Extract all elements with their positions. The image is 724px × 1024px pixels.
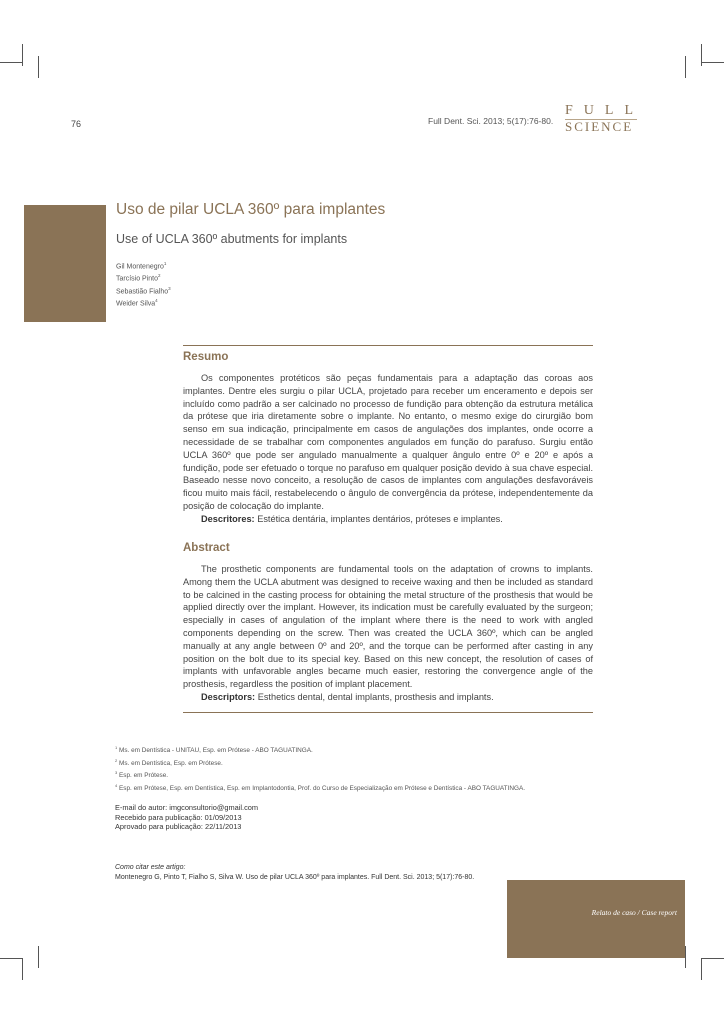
crop-mark [702, 62, 724, 63]
article-title-en: Use of UCLA 360º abutments for implants [116, 232, 348, 246]
article-type-box [507, 880, 685, 958]
crop-mark [702, 958, 724, 959]
author: Gil Montenegro$^1$ [116, 261, 167, 271]
author: Tarcísio Pinto$^2$ [116, 273, 161, 283]
journal-reference: Full Dent. Sci. 2013; 5(17):76-80. [428, 116, 554, 126]
article-title-pt: Uso de pilar UCLA 360º para implantes [116, 201, 386, 218]
logo-line-science: SCIENCE [565, 119, 637, 134]
article-type-label: Relato de caso / Case report [591, 908, 677, 917]
resumo-keywords: Descritores: Estética dentária, implantes dentários, próteses e implantes. [201, 513, 503, 524]
author-email: E-mail do autor: imgconsultorio@gmail.com [115, 803, 259, 812]
author: Sebastião Fialho$^3$ [116, 285, 171, 295]
crop-mark [38, 946, 39, 968]
abstract-body [183, 563, 593, 704]
crop-mark [22, 44, 23, 66]
footnote: $^4$ Esp. em Prótese, Esp. em Dentística, Esp. em Implantodontia, Prof. do Curso de Especialização em Prótese e Dentística - ABO TAGUATINGA. [115, 783, 525, 793]
citation [115, 863, 474, 882]
logo-line-full: FULL [565, 103, 644, 118]
abstract-keywords: Descriptors: Esthetics dental, dental implants, prosthesis and implants. [201, 691, 494, 702]
page-number: 76 [71, 119, 82, 129]
crop-mark [22, 958, 23, 980]
crop-mark [38, 56, 39, 78]
crop-mark [0, 62, 22, 63]
title-accent-block [24, 205, 106, 322]
author: Weider Silva$^4$ [116, 297, 158, 308]
citation-text: Montenegro G, Pinto T, Fialho S, Silva W. Uso de pilar UCLA 360º para implantes. Full Dent. Sci. 2013; 5(17):76-80. [115, 873, 475, 881]
resumo-text: Os componentes protéticos são peças fundamentais para a adaptação das coroas aos implantes. Dentre eles surgiu o pilar UCLA, projetado para receber um enceramento e depois ser incluído como padrão a ser calcinado no processo de fundição para obtenção da estrutura metálica da prótese que iria diretamente sobre o implante. No entanto, o mesmo exige do cirurgião bom senso em sua indicação, principalmente em casos de angulações dos implantes, onde ocorre a necessidade de se trabalhar com componentes angulados em função do parafuso. Surgiu então UCLA 360º que pode ser angulado manualmente a qualquer ângulo entre 0º e 20º e após a fundição, pode ser efetuado o torque no parafuso em qualquer posição devido à sua chave especial. Baseado nesse novo conceito, a resolução de casos de implantes com angulações desfavoráveis ficou muito mais fácil, restabelecendo o ângulo de convergência da prótese, independentemente da posição de colocação do implante. [183, 373, 593, 511]
approved-date: Aprovado para publicação: 22/11/2013 [115, 822, 242, 832]
abstract-text: The prosthetic components are fundamental tools on the adaptation of crowns to implants. Among them the UCLA abutment was designed to receive waxing and then be included as standard to be calcined in the casting process for obtaining the metal structure of the prosthesis that would be applied directly over the implant. However, its indication must be carefully evaluated by the surgeon; especially in cases of angulation of the implant where there is the need to work with angled components depending on the screw. Then was created the UCLA 360º, which can be angled manually at any angle between 0º and 20º, and the torque can be performed after casting in any position on the bolt due to its special key. Based on this new concept, the resolution of cases of implants with unfavorable angles became much easier, restoring the convergence angle of the prosthesis, regardless the position of implant placement. [183, 564, 593, 690]
citation-label: Como citar este artigo: [115, 864, 186, 871]
crop-mark [685, 946, 686, 968]
affiliation-footnotes [115, 743, 525, 794]
received-date: Recebido para publicação: 01/09/2013 [115, 812, 242, 822]
footnote: $^1$ Ms. em Dentística - UNITAU, Esp. em Prótese - ABO TAGUATINGA. [115, 745, 313, 755]
section-rule-bottom [183, 712, 593, 713]
crop-mark [701, 958, 702, 980]
author-list [116, 259, 171, 308]
resumo-heading: Resumo [183, 351, 229, 363]
resumo-body [183, 372, 593, 526]
contact-info [115, 803, 258, 832]
section-rule-top [183, 345, 593, 346]
journal-logo [565, 103, 644, 134]
crop-mark [685, 56, 686, 78]
footnote: $^2$ Ms. em Dentística, Esp. em Prótese. [115, 757, 223, 767]
crop-mark [0, 958, 22, 959]
abstract-heading: Abstract [183, 542, 230, 554]
footnote: $^3$ Esp. em Prótese. [115, 770, 169, 780]
